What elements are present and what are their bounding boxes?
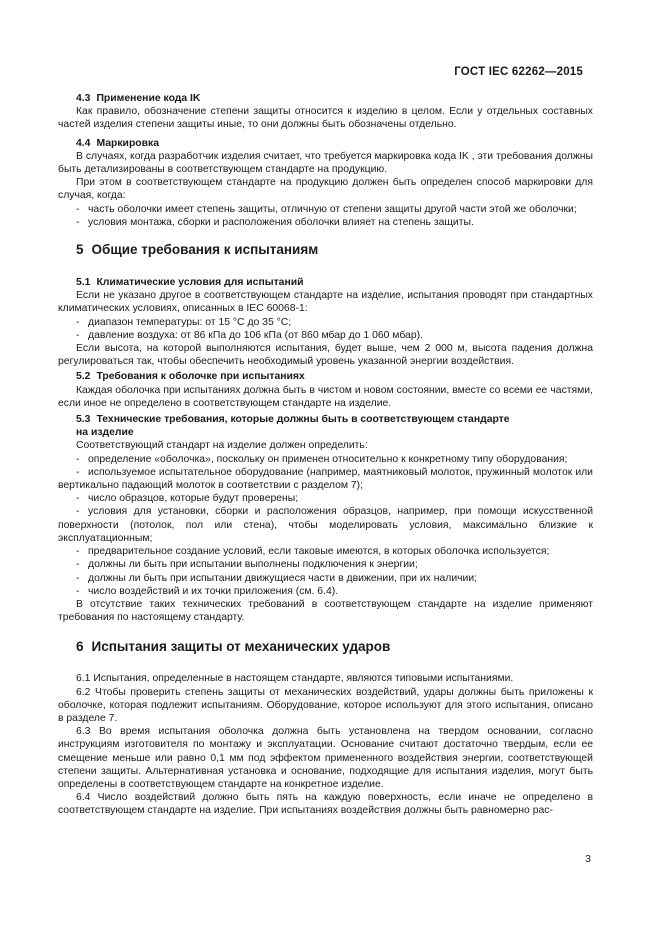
paragraph: Каждая оболочка при испытаниях должна быть в чистом и новом состоянии, вместе со всеми ее частями, если иное не определено в соответствующем стандарте на изделие. — [58, 384, 593, 409]
paragraph-6-2: 6.2 Чтобы проверить степень защиты от механических воздействий, удары должны быть приложены к оболочке, которая подлежит испытаниям. Оборудование, которое используют для этого испытания, описано в разделе 7. — [58, 686, 593, 724]
heading-title: Маркировка — [96, 137, 160, 149]
heading-5-1 — [58, 276, 593, 289]
paragraph: Если высота, на которой выполняются испытания, будет выше, чем 2 000 м, высота падения должна регулироваться так, чтобы обеспечить необходимый уровень указанной энергии воздействия. — [58, 343, 593, 368]
heading-number: 5 — [76, 242, 84, 258]
heading-title: Общие требования к испытаниям — [91, 242, 319, 258]
list-item: - часть оболочки имеет степень защиты, отличную от степени защиты другой части этой же оболочки; — [76, 203, 577, 215]
list-item: - должны ли быть при испытании движущиеся части в движении, при их наличии; — [76, 572, 478, 584]
list-item: - должны ли быть при испытании выполнены подключения к энергии; — [76, 559, 418, 571]
heading-number: 4.4 — [76, 137, 91, 149]
heading-5-2 — [58, 370, 593, 383]
list-item: - условия монтажа, сборки и расположения оболочки влияет на степень защиты. — [76, 216, 474, 228]
heading-title: Испытания защиты от механических ударов — [91, 639, 391, 655]
heading-number: 4.3 — [76, 93, 91, 104]
heading-number: 5.3 — [76, 414, 91, 426]
paragraph: В отсутствие таких технических требований в соответствующем стандарте на изделие применяют требования по настоящему стандарту. — [58, 598, 593, 624]
heading-number: 5.1 — [76, 277, 91, 289]
heading-number: 6 — [76, 639, 84, 655]
page-content — [58, 92, 593, 818]
list-item: - диапазон температуры: от 15 °С до 35 °С; — [76, 316, 292, 328]
heading-4-3 — [58, 92, 593, 105]
list-item: - число образцов, которые будут проверены; — [76, 493, 299, 505]
heading-section-6 — [58, 639, 593, 655]
list-item: - используемое испытательное оборудование (например, маятниковый молоток, пружинный молоток или вертикально падающий молоток в соответствии с разделом 7); — [58, 466, 593, 492]
heading-4-4 — [58, 137, 593, 150]
heading-number: 5.2 — [76, 371, 91, 383]
heading-5-3-line2: на изделие — [76, 427, 134, 439]
heading-section-5 — [58, 242, 593, 258]
paragraph: Соответствующий стандарт на изделие должен определить: — [76, 440, 368, 452]
standard-code-header: ГОСТ IEC 62262—2015 — [454, 66, 583, 78]
paragraph-6-4: 6.4 Число воздействий должно быть пять на каждую поверхность, если иначе не определено в соответствующем стандарте на изделие. При испытаниях воздействия должны быть равномерно рас- — [58, 792, 593, 817]
list-item: - определение «оболочка», поскольку он применен относительно к конкретному типу оборудования; — [76, 453, 568, 465]
list-item: - давление воздуха: от 86 кПа до 106 кПа (от 860 мбар до 1 060 мбар). — [76, 329, 423, 341]
paragraph-6-1: 6.1 Испытания, определенные в настоящем стандарте, являются типовыми испытаниями. — [76, 673, 514, 685]
list-item: - число воздействий и их точки приложения (см. 6.4). — [76, 585, 339, 597]
heading-title: Требования к оболочке при испытаниях — [96, 371, 305, 383]
heading-5-3 — [58, 413, 593, 426]
paragraph: Как правило, обозначение степени защиты относится к изделию в целом. Если у отдельных составных частей изделия степени защиты иные, то они должны быть обозначены отдельно. — [58, 106, 593, 131]
page-number: 3 — [585, 853, 591, 865]
heading-title: Климатические условия для испытаний — [96, 277, 304, 289]
list-item: - условия для установки, сборки и расположения образцов, например, при помощи искусственной поверхности (потолок, пол или стена), чтобы моделировать условия, максимально близкие к эксплуатационным; — [58, 506, 593, 544]
paragraph: В случаях, когда разработчик изделия считает, что требуется маркировка кода IK , эти требования должны быть детализированы в соответствующем стандарте на продукцию. — [58, 150, 593, 176]
heading-title: Технические требования, которые должны быть в соответствующем стандарте — [96, 414, 510, 426]
paragraph: При этом в соответствующем стандарте на продукцию должен быть определен способ маркировки для случая, когда: — [58, 177, 593, 202]
heading-title: Применение кода IK — [96, 93, 201, 104]
list-item: - предварительное создание условий, если таковые имеются, в которых оболочка используется; — [76, 546, 550, 558]
paragraph: Если не указано другое в соответствующем стандарте на изделие, испытания проводят при стандартных климатических условиях, описанных в IEC 60068-1: — [58, 290, 593, 315]
paragraph-6-3: 6.3 Во время испытания оболочка должна быть установлена на твердом основании, согласно инструкциям изготовителя по монтажу и эксплуатации. Основание считают достаточно твердым, если ее смещение меньше или равно 0,1 мм под эффектом примененного воздействия энергии, соответствующей степени защиты. Альтернативная установка и основание, подходящие для испытания изделия, могут быть определены в соответствующем стандарте на конкретное изделие. — [58, 726, 593, 790]
